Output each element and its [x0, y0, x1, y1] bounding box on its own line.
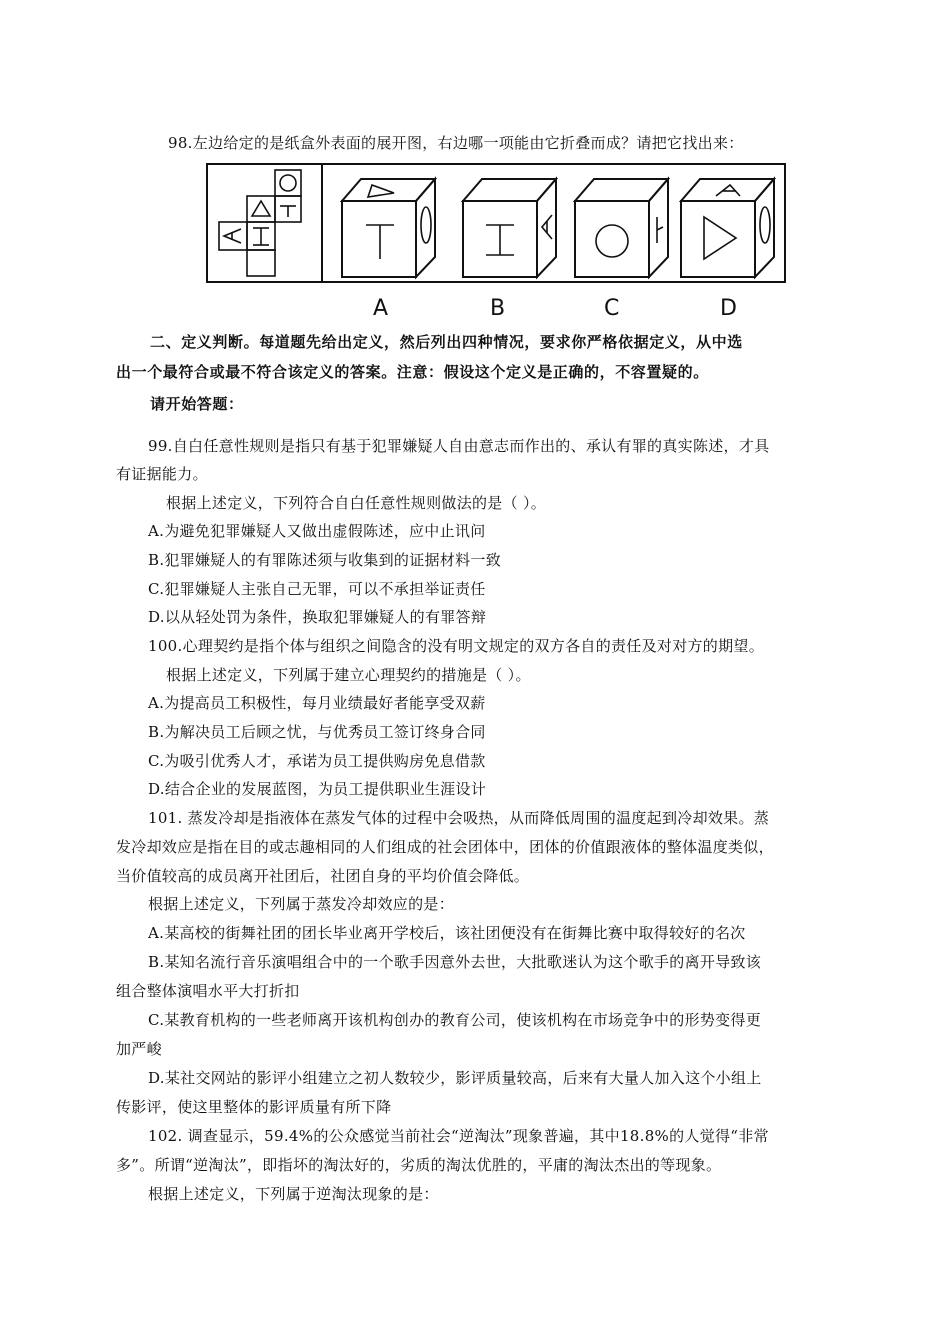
q101-option-a: A.某高校的街舞社团的团长毕业离开学校后，该社团便没有在街舞比赛中取得较好的名次 — [148, 924, 746, 942]
q99-question: 根据上述定义，下列符合自白任意性规则做法的是（ ）。 — [166, 494, 547, 512]
q99-stem-line2: 有证据能力。 — [116, 465, 208, 483]
T-glyph-icon — [366, 225, 394, 259]
cube-folding-figure — [206, 163, 786, 323]
q102-question: 根据上述定义，下列属于逆淘汰现象的是： — [148, 1185, 439, 1203]
q100-stem: 100.心理契约是指个体与组织之间隐含的没有明文规定的双方各自的责任及对对方的期望。 — [148, 637, 765, 655]
q101-option-b-line1: B.某知名流行音乐演唱组合中的一个歌手因意外去世，大批歌迷认为这个歌手的离开导致该 — [148, 953, 762, 971]
option-label-C: C — [604, 296, 620, 321]
net-face-blank — [247, 250, 275, 276]
q99-option-d: D.以从轻处罚为条件，换取犯罪嫌疑人的有罪答辩 — [148, 608, 487, 626]
q101-option-c-line1: C.某教育机构的一些老师离开该机构创办的教育公司，使该机构在市场竞争中的形势变得更 — [148, 1011, 762, 1029]
cube-option-D — [681, 179, 774, 277]
q100-option-a: A.为提高员工积极性，每月业绩最好者能享受双薪 — [148, 694, 486, 712]
triangle-icon — [704, 217, 736, 259]
H-glyph-icon — [253, 228, 269, 245]
q100-question: 根据上述定义，下列属于建立心理契约的措施是（ ）。 — [166, 666, 531, 684]
q100-option-c: C.为吸引优秀人才，承诺为员工提供购房免息借款 — [148, 752, 486, 770]
q101-option-d-line1: D.某社交网站的影评小组建立之初人数较少，影评质量较高，后来有大量人加入这个小组上 — [148, 1069, 762, 1087]
q99-option-a: A.为避免犯罪嫌疑人又做出虚假陈述，应中止讯问 — [148, 522, 486, 540]
A-glyph-icon — [224, 229, 241, 243]
q102-stem-line2: 多”。所谓“逆淘汰”，即指坏的淘汰好的，劣质的淘汰优胜的，平庸的淘汰杰出的等现象。 — [116, 1156, 722, 1174]
q100-option-b: B.为解决员工后顾之忧，与优秀员工签订终身合同 — [148, 723, 486, 741]
q102-stem-line1: 102. 调查显示，59.4%的公众感觉当前社会“逆淘汰”现象普遍，其中18.8%的人觉得“非常 — [148, 1127, 769, 1145]
T-glyph-icon — [657, 217, 663, 243]
H-glyph-icon — [486, 225, 514, 255]
A-glyph-icon — [716, 185, 740, 196]
cube-net — [219, 170, 301, 276]
section2-start: 请开始答题： — [150, 395, 244, 413]
q101-option-b-line2: 组合整体演唱水平大打折扣 — [116, 982, 300, 1000]
A-glyph-icon — [542, 215, 552, 239]
cube-option-A — [342, 179, 435, 277]
q101-stem-line2: 发冷却效应是指在目的或志趣相同的人们组成的社会团体中，团体的价值跟液体的整体温度类似， — [116, 838, 774, 856]
q99-option-b: B.犯罪嫌疑人的有罪陈述须与收集到的证据材料一致 — [148, 551, 501, 569]
q100-option-d: D.结合企业的发展蓝图，为员工提供职业生涯设计 — [148, 780, 487, 798]
q101-stem-line3: 当价值较高的成员离开社团后，社团自身的平均价值会降低。 — [116, 867, 530, 885]
net-face-circle — [275, 170, 301, 196]
ellipse-icon — [760, 207, 770, 243]
triangle-icon — [368, 185, 394, 197]
T-glyph-icon — [280, 206, 296, 217]
q99-stem-line1: 99.自白任意性规则是指只有基于犯罪嫌疑人自由意志而作出的、承认有罪的真实陈述，才具 — [148, 437, 770, 455]
section2-intro-line1: 二、定义判断。每道题先给出定义，然后列出四种情况，要求你严格依据定义，从中选 — [150, 333, 743, 351]
cube-option-C — [575, 179, 668, 277]
q98-prompt: 98.左边给定的是纸盒外表面的展开图，右边哪一项能由它折叠而成？请把它找出来： — [168, 134, 744, 152]
option-label-B: B — [490, 296, 506, 321]
ellipse-icon — [421, 207, 431, 243]
triangle-icon — [252, 201, 270, 216]
option-label-A: A — [373, 296, 389, 321]
q101-stem-line1: 101. 蒸发冷却是指液体在蒸发气体的过程中会吸热，从而降低周围的温度起到冷却效果。蒸 — [148, 809, 770, 827]
cube-option-B — [463, 179, 556, 277]
section2-intro-line2: 出一个最符合或最不符合该定义的答案。注意：假设这个定义是正确的，不容置疑的。 — [116, 363, 709, 381]
q99-option-c: C.犯罪嫌疑人主张自己无罪，可以不承担举证责任 — [148, 580, 486, 598]
circle-icon — [596, 225, 628, 257]
option-label-D: D — [720, 296, 737, 321]
circle-icon — [280, 175, 296, 191]
q101-question: 根据上述定义，下列属于蒸发冷却效应的是： — [148, 895, 455, 913]
q101-option-c-line2: 加严峻 — [116, 1040, 162, 1058]
q101-option-d-line2: 传影评，使这里整体的影评质量有所下降 — [116, 1098, 392, 1116]
